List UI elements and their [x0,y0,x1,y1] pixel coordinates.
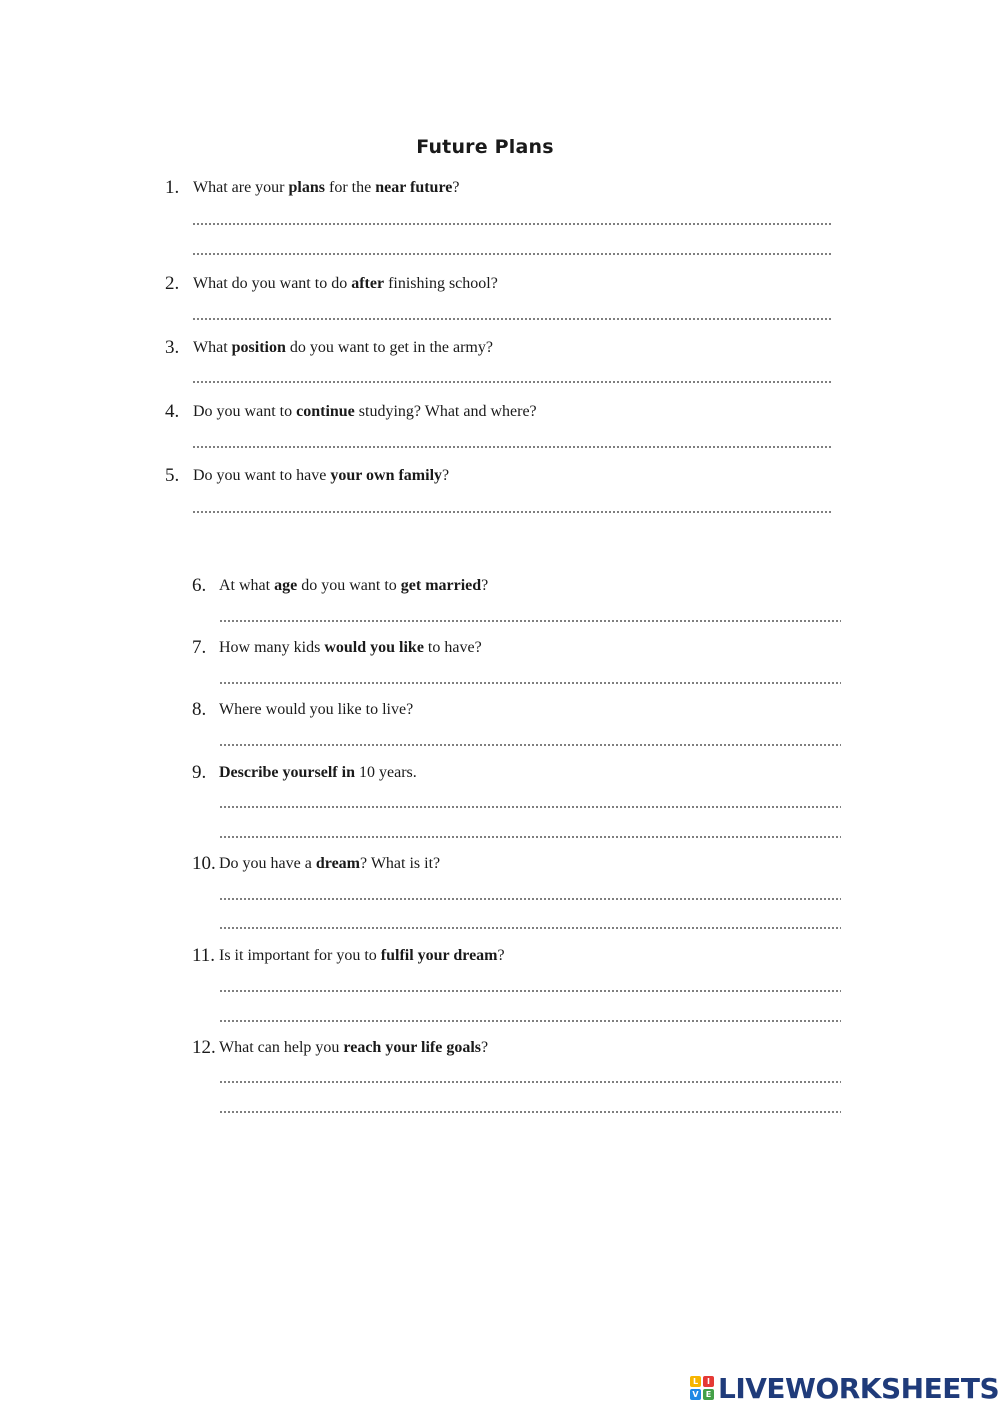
logo-mark-tile: V [690,1389,701,1400]
question-keyword: Describe yourself in [219,764,355,781]
question-number: 7. [192,637,207,658]
question-number: 9. [192,762,207,783]
answer-line[interactable] [192,381,832,383]
answer-line[interactable] [192,511,832,513]
answer-line[interactable] [219,806,841,808]
question-number: 4. [165,401,180,422]
page-title: Future Plans [416,136,554,158]
question-keyword: fulfil your dream [380,947,498,964]
question-segment: ? [497,947,505,964]
question-1 [165,177,845,207]
question-keyword: near future [375,179,453,196]
question-segment: Do you want to have [193,467,331,484]
question-keyword: your own family [330,467,443,484]
question-text [219,701,413,719]
answer-line[interactable] [219,744,841,746]
question-11 [192,945,852,975]
question-text [193,339,493,357]
answer-line[interactable] [192,223,832,225]
question-segment: studying? What and where? [354,403,537,420]
question-segment: What do you want to do [193,275,352,292]
logo-mark-tile: E [703,1389,714,1400]
question-segment: How many kids [219,639,325,656]
answer-line[interactable] [219,990,841,992]
question-keyword: reach your life goals [343,1039,482,1056]
question-5 [165,465,845,495]
question-3 [165,337,845,367]
liveworksheets-logo [690,1372,999,1404]
question-number: 8. [192,699,207,720]
question-text [193,179,459,197]
question-text [219,577,488,595]
answer-line[interactable] [192,318,832,320]
question-segment: for the [324,179,376,196]
question-number: 6. [192,575,207,596]
question-text [219,639,482,657]
question-segment: Do you have a [219,855,316,872]
question-segment: Do you want to [193,403,297,420]
question-text [219,855,440,873]
liveworksheets-mark-icon [690,1376,714,1400]
question-segment: ? What is it? [360,855,441,872]
question-segment: What [193,339,232,356]
question-text [193,467,449,485]
question-keyword: get married [400,577,482,594]
question-keyword: position [231,339,286,356]
question-number: 12. [192,1037,216,1058]
question-6 [192,575,852,605]
answer-line[interactable] [192,253,832,255]
question-text [219,947,505,965]
question-number: 11. [192,945,216,966]
question-keyword: dream [315,855,360,872]
question-keyword: would you like [324,639,424,656]
question-segment: ? [452,179,460,196]
answer-line[interactable] [219,682,841,684]
question-number: 10. [192,853,216,874]
question-number: 5. [165,465,180,486]
question-10 [192,853,852,883]
answer-line[interactable] [219,927,841,929]
answer-line[interactable] [219,836,841,838]
question-segment: What are your [193,179,289,196]
question-8 [192,699,852,729]
question-7 [192,637,852,667]
logo-mark-tile: I [703,1376,714,1387]
question-number: 3. [165,337,180,358]
question-segment: What can help you [219,1039,344,1056]
question-segment: 10 years. [354,764,417,781]
question-segment: do you want to [297,577,401,594]
answer-line[interactable] [192,446,832,448]
question-segment: do you want to get in the army? [285,339,493,356]
question-segment: Is it important for you to [219,947,381,964]
question-segment: to have? [423,639,482,656]
question-segment: ? [442,467,450,484]
question-keyword: plans [288,179,325,196]
question-keyword: age [274,577,298,594]
question-segment: At what [219,577,275,594]
answer-line[interactable] [219,1111,841,1113]
logo-mark-tile: L [690,1376,701,1387]
question-4 [165,401,845,431]
question-text [219,1039,488,1057]
question-keyword: continue [296,403,355,420]
question-number: 2. [165,273,180,294]
answer-line[interactable] [219,898,841,900]
answer-line[interactable] [219,620,841,622]
logo-text: LIVEWORKSHEETS [718,1371,999,1405]
answer-line[interactable] [219,1020,841,1022]
question-text [193,275,498,293]
question-9 [192,762,852,792]
question-12 [192,1037,852,1067]
question-segment: Where would you like to live? [219,701,414,718]
question-segment: finishing school? [384,275,498,292]
answer-line[interactable] [219,1081,841,1083]
question-text [193,403,537,421]
question-text [219,764,417,782]
question-keyword: after [351,275,385,292]
question-segment: ? [481,1039,489,1056]
question-segment: ? [481,577,489,594]
question-number: 1. [165,177,180,198]
question-2 [165,273,845,303]
